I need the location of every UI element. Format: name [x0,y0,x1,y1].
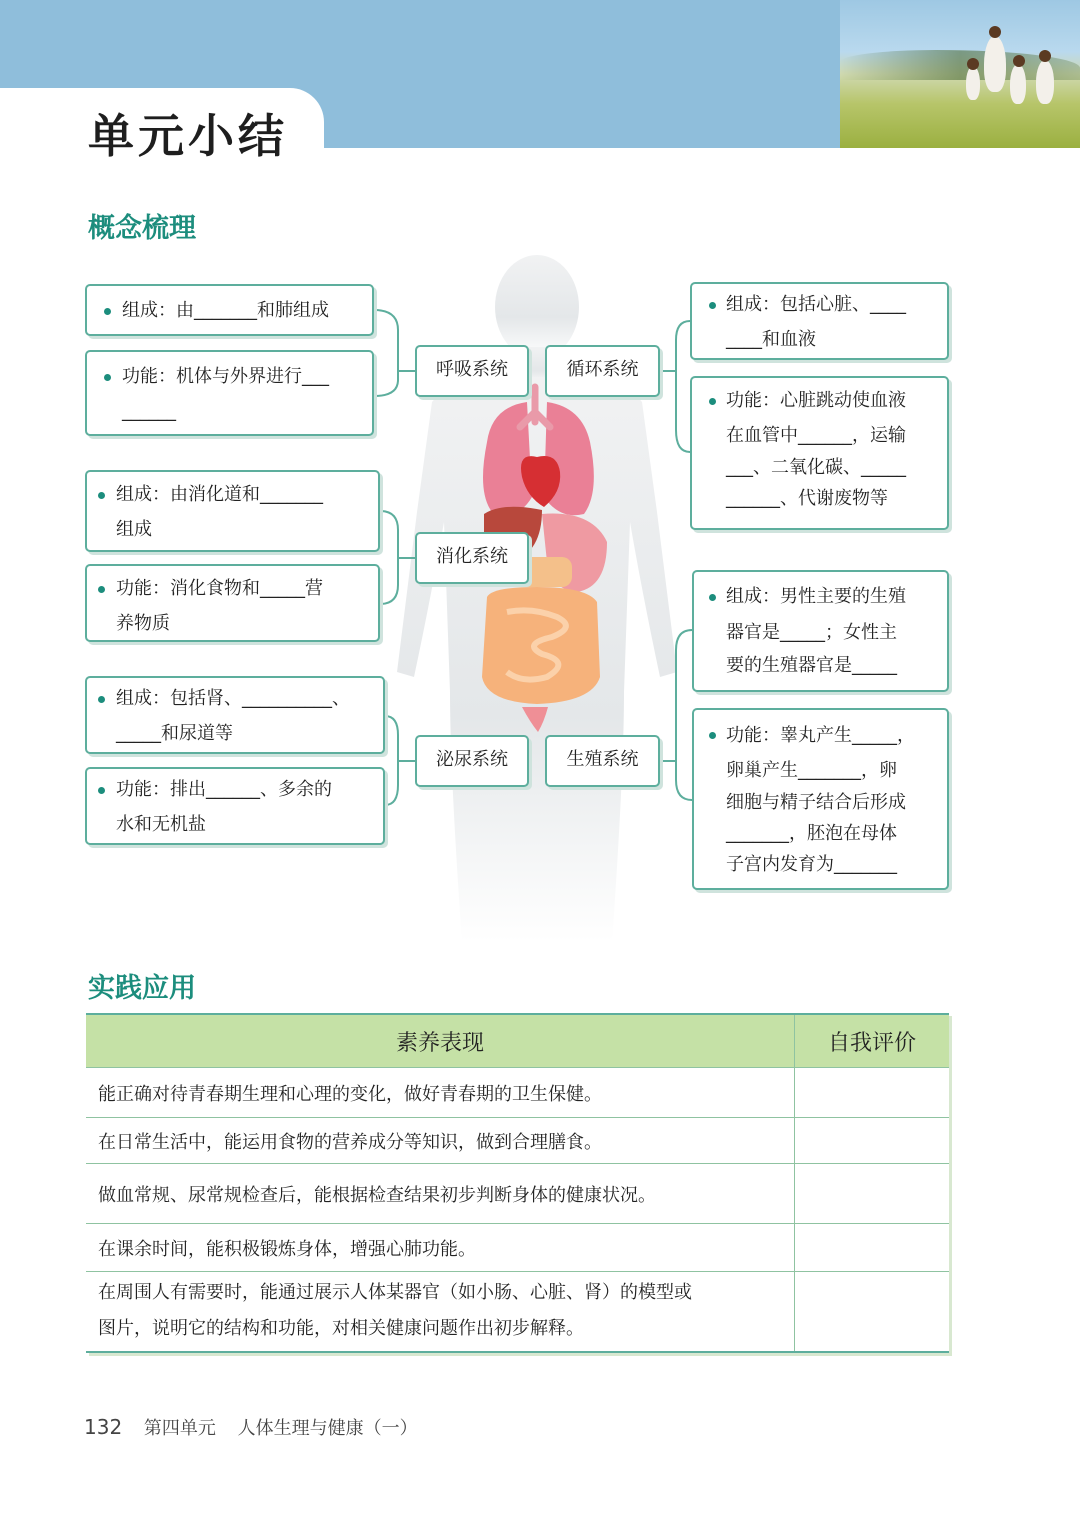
unit-label: 第四单元 [143,1418,216,1439]
competency-cell: 在课余时间，能积极锻炼身体，增强心肺功能。 [86,1224,795,1272]
practice-heading: 实践应用 [88,973,196,1004]
box-line: 组成 [116,519,152,540]
bullet-icon [709,594,716,601]
box-line: 组成：由消化道和_______ [116,484,323,505]
page-number: 132 [84,1415,123,1439]
page-footer [84,1414,418,1440]
digestive-composition-box [85,470,380,552]
reproductive-composition-box [692,570,949,692]
circulatory-function-box [690,376,949,530]
box-line: 细胞与精子结合后形成 [726,792,906,813]
reproductive-system-box: 生殖系统 [545,735,660,787]
box-line: ______、代谢废物等 [726,488,888,509]
box-line: _____和尿道等 [116,723,233,744]
box-line: ______ [122,401,176,422]
bullet-icon [98,787,105,794]
box-line: 功能：心脏跳动使血液 [726,390,906,411]
urinary-function-box [85,767,385,845]
box-line: ___、二氧化碳、_____ [726,457,906,478]
reproductive-function-box [692,708,949,890]
digestive-function-box [85,564,380,642]
box-line: 组成：包括心脏、____ [726,294,906,315]
box-line: 功能：睾丸产生_____， [726,725,915,746]
page-title: 单元小结 [88,109,288,163]
column-header-competency: 素养表现 [86,1014,795,1068]
table-row [86,1224,949,1272]
box-line: 在血管中______，运输 [726,425,906,446]
runner-figure [966,66,980,100]
runner-figure [984,36,1006,92]
self-evaluation-cell[interactable] [795,1164,950,1224]
circulatory-system-box: 循环系统 [545,345,660,397]
running-children-photo [840,0,1080,148]
box-line: 子宫内发育为_______ [726,854,897,875]
circulatory-composition-box [690,282,949,360]
respiratory-system-box: 呼吸系统 [415,345,529,397]
concept-heading: 概念梳理 [88,213,196,244]
competency-cell: 做血常规、尿常规检查后，能根据检查结果初步判断身体的健康状况。 [86,1164,795,1224]
bullet-icon [104,308,111,315]
box-line: 功能：排出______、多余的 [116,779,332,800]
box-line: 组成：男性主要的生殖 [726,586,906,607]
box-line: 卵巢产生_______，卵 [726,760,897,781]
self-evaluation-cell[interactable] [795,1118,950,1164]
runner-head [1013,55,1025,67]
bullet-icon [104,374,111,381]
box-line: _______，胚泡在母体 [726,823,897,844]
bullet-icon [709,732,716,739]
digestive-system-box: 消化系统 [415,532,529,584]
table-header-row [86,1014,949,1068]
self-evaluation-cell[interactable] [795,1224,950,1272]
competency-cell [86,1272,795,1352]
box-line: 组成：包括肾、__________、 [116,688,350,709]
column-header-self-evaluation: 自我评价 [795,1014,950,1068]
table-row [86,1272,949,1352]
respiratory-composition-box [85,284,374,336]
competency-cell: 在日常生活中，能运用食物的营养成分等知识，做到合理膳食。 [86,1118,795,1164]
competency-line: 在周围人有需要时，能通过展示人体某器官（如小肠、心脏、肾）的模型或 [98,1282,692,1304]
runner-head [967,58,979,70]
box-line: ____和血液 [726,329,816,350]
box-line: 功能：机体与外界进行___ [122,366,329,387]
bullet-icon [98,492,105,499]
self-evaluation-table [86,1013,949,1353]
runner-head [989,26,1001,38]
table-row [86,1164,949,1224]
unit-title: 人体生理与健康（一） [237,1418,418,1439]
bullet-icon [709,398,716,405]
runner-figure [1036,60,1054,104]
runner-head [1039,50,1051,62]
urinary-system-box: 泌尿系统 [415,735,529,787]
box-line: 要的生殖器官是_____ [726,655,897,676]
box-line: 器官是_____；女性主 [726,622,897,643]
competency-line: 图片，说明它的结构和功能，对相关健康问题作出初步解释。 [98,1318,584,1340]
urinary-composition-box [85,676,385,754]
respiratory-function-box [85,350,374,436]
bullet-icon [98,586,105,593]
bullet-icon [98,696,105,703]
box-line: 水和无机盐 [116,814,206,835]
bullet-icon [709,302,716,309]
table-row [86,1118,949,1164]
self-evaluation-cell[interactable] [795,1272,950,1352]
box-line: 功能：消化食物和_____营 [116,578,323,599]
box-line: 组成：由_______和肺组成 [122,300,329,321]
self-evaluation-cell[interactable] [795,1068,950,1118]
runner-figure [1010,64,1026,104]
box-line: 养物质 [116,613,170,634]
competency-cell: 能正确对待青春期生理和心理的变化，做好青春期的卫生保健。 [86,1068,795,1118]
table-row [86,1068,949,1118]
